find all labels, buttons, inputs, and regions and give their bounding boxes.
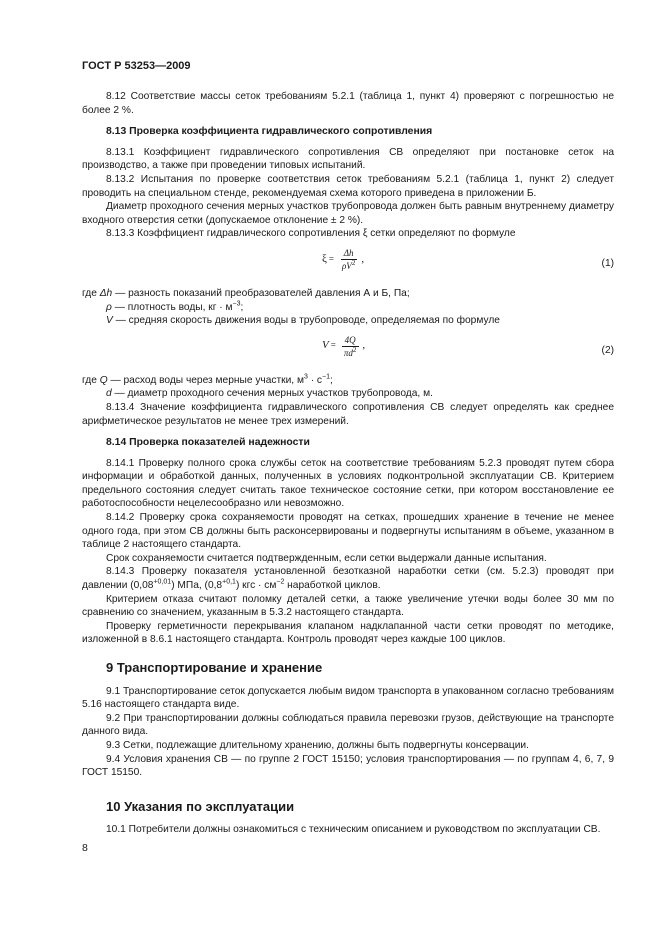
where-q-mid: · с <box>307 374 323 386</box>
clause-8-14-3-d: наработкой циклов. <box>284 580 381 592</box>
formula-2-denominator: πd <box>343 347 353 358</box>
clause-8-14-3-b: ) МПа, (0,8 <box>171 580 223 592</box>
equals-sign: = <box>328 253 334 264</box>
where-d-symbol: d <box>106 388 112 400</box>
document-header: ГОСТ Р 53253—2009 <box>82 60 191 72</box>
clause-9-1: 9.1 Транспортирование сеток допускается любым видом транспорта в упакованном согласно требованиям 5.16 настоящего стандарта виде. <box>82 685 614 711</box>
where-q-symbol: Q <box>99 374 108 386</box>
where-rho-text: — плотность воды, кг · м <box>114 301 233 313</box>
formula-2-lhs: V <box>322 339 329 352</box>
formula-1-comma: , <box>361 252 365 265</box>
formula-1-fraction <box>339 247 358 272</box>
where-v-symbol: V <box>106 315 113 327</box>
formula-1-den-exp: 2 <box>351 258 356 267</box>
where-rho-exp: −3 <box>232 300 241 308</box>
clause-8-14-3-c: ) кгс · см <box>235 580 277 592</box>
clause-8-14-2: 8.14.2 Проверку срока сохраняемости проводят на сетках, прошедших хранение в течение не менее одного года, при этом СВ должны быть расконсервированы и подвергнуты испытаниям в объеме, указанном в таблице 2 настоящего стандарта. <box>82 512 614 551</box>
where-q-exp2: −1 <box>322 373 331 381</box>
page-number: 8 <box>82 842 88 854</box>
where-dh: где Δh — разность показаний преобразователей давления А и Б, Па; <box>82 287 410 299</box>
clause-8-14-1: 8.14.1 Проверку полного срока службы сеток на соответствие требованиям 5.2.3 проводят путем сбора информации и обработкой данных, полученных в условиях подконтрольной эксплуатации СВ. Критерием предельного состояния следует считать такое техническое состояние сетки, при котором восстановление ее работоспособности нецелесообразно или невозможно. <box>82 457 614 510</box>
clause-8-13-2: 8.13.2 Испытания по проверке соответствия сеток требованиям 5.2.1 (таблица 1, пункт 2) следует проводить на специальном стенде, рекомендуемая схема которого приведена в приложении Б. <box>82 173 614 199</box>
formula-2-fraction <box>341 334 360 359</box>
clause-8-13-3: 8.13.3 Коэффициент гидравлического сопротивления ξ сетки определяют по формуле <box>106 228 516 240</box>
formula-1-lhs: ξ <box>322 252 327 265</box>
formula-1-numerator: Δh <box>343 247 354 258</box>
clause-8-14-3 <box>82 565 614 592</box>
where-dh-symbol: Δh <box>99 287 113 299</box>
section-9-title: 9 Транспортирование и хранение <box>106 660 323 675</box>
where-q: где Q — расход воды через мерные участки, $м^3 \cdot с^{-1}$; <box>82 373 333 386</box>
formula-2-numerator: 4Q <box>344 334 356 345</box>
clause-9-4: 9.4 Условия хранения СВ — по группе 2 ГОСТ 15150; условия транспортирования — по группам 4, 6, 7, 9 ГОСТ 15150. <box>82 753 614 779</box>
clause-9-3: 9.3 Сетки, подлежащие длительному хранению, должны быть подвергнуты консервации. <box>106 739 529 751</box>
formula-1-denominator: ρV <box>341 260 352 271</box>
clause-9-2: 9.2 При транспортировании должны соблюдаться правила перевозки грузов, действующие на транспорте данного вида. <box>82 712 614 738</box>
clause-10-1: 10.1 Потребители должны ознакомиться с техническим описанием и руководством по эксплуатации СВ. <box>106 824 601 836</box>
where-rho-tail: ; <box>240 301 244 313</box>
where-v <box>82 314 614 328</box>
clause-8-13-4: 8.13.4 Значение коэффициента гидравлического сопротивления СВ следует определять как среднее арифметическое результатов не менее трех измерений. <box>82 401 614 427</box>
clause-8-12: 8.12 Соответствие массы сеток требованиям 5.2.1 (таблица 1, пункт 4) проверяют с погрешностью не более 2 %. <box>82 91 614 116</box>
clause-8-14-3-sup2: +0,1 <box>222 578 236 586</box>
formula-1 <box>82 245 614 283</box>
section-8-14-title: 8.14 Проверка показателей надежности <box>106 437 310 449</box>
where-d <box>82 387 614 401</box>
where-q-exp1: 3 <box>303 373 308 381</box>
clause-8-14-3-failure: Критерием отказа считают поломку деталей сетки, а также увеличение утечки воды более 30 мм по сравнению со значением, указанным в 5.3.2 настоящего стандарта. <box>82 593 614 619</box>
where-rho <box>82 301 614 315</box>
formula-2-number: (2) <box>601 344 614 356</box>
formula-1-number: (1) <box>601 257 614 269</box>
equals-sign: = <box>330 340 336 351</box>
clause-8-14-3-sup3: −2 <box>276 578 285 586</box>
where-q-text: — расход воды через мерные участки, м <box>110 374 304 386</box>
clause-8-14-3-sup1: +0,01 <box>153 578 172 586</box>
clause-8-14-3-tightness: Проверку герметичности перекрывания клапаном надклапанной части сетки проводят по методике, изложенной в 8.6.1 настоящего стандарта. Контроль проводят через каждые 100 циклов. <box>82 620 614 646</box>
where-dh-text: — разность показаний преобразователей давления А и Б, Па; <box>115 287 410 299</box>
clause-8-14-3-a: 8.14.3 Проверку показателя установленной безотказной наработки сетки (см. 5.2.3) проводят при давлении (0,08 <box>82 566 614 592</box>
where-d-text: — диаметр проходного сечения мерных участков трубопровода, м. <box>114 388 433 400</box>
where-rho-symbol: ρ <box>106 301 112 313</box>
document-body <box>82 90 614 837</box>
formula-2-den-exp: 2 <box>352 345 357 354</box>
section-8-13-title: 8.13 Проверка коэффициента гидравлического сопротивления <box>106 126 433 138</box>
clause-8-13-2-diameter: Диаметр проходного сечения мерных участков трубопровода должен быть равным внутреннему диаметру входного отверстия сетки (допускаемое отклонение ± 2 %). <box>82 201 614 226</box>
clause-8-14-2-note: Срок сохраняемости считается подтвержденным, если сетки выдержали данные испытания. <box>106 552 547 564</box>
formula-2-comma: , <box>362 339 366 352</box>
section-10-title: 10 Указания по эксплуатации <box>106 798 295 814</box>
where-v-text: — средняя скорость движения воды в трубопроводе, определяемая по формуле <box>115 315 500 327</box>
where-q-tail: ; <box>330 374 333 386</box>
formula-2 <box>82 332 614 370</box>
clause-8-13-1: 8.13.1 Коэффициент гидравлического сопротивления СВ определяют при постановке сеток на производство, а также при проведении типовых испытаний. <box>82 146 614 172</box>
